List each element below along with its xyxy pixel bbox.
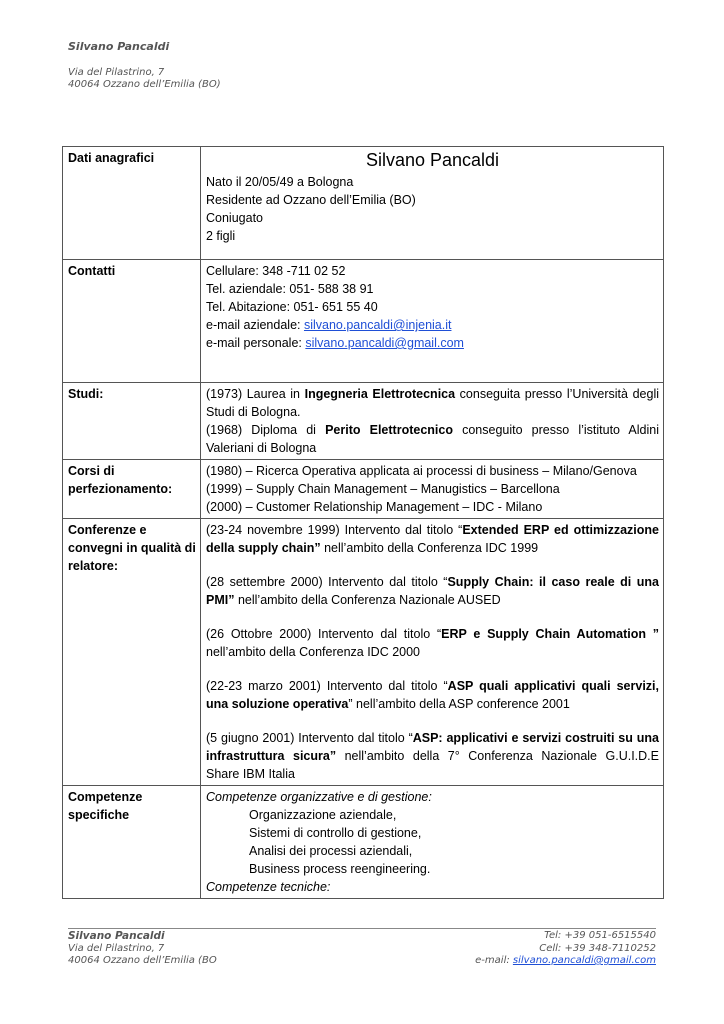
header-address bbox=[68, 67, 221, 91]
footer-left bbox=[68, 930, 217, 968]
conference-post: nell’ambito della Conferenza IDC 1999 bbox=[320, 541, 539, 555]
conference-pre: (5 giugno 2001) Intervento dal titolo “ bbox=[206, 731, 413, 745]
conference-item bbox=[206, 573, 659, 609]
children-line: 2 figli bbox=[206, 229, 236, 243]
value-competenze bbox=[201, 786, 664, 899]
degree-text-a: (1973) Laurea in bbox=[206, 387, 305, 401]
cv-title: Silvano Pancaldi bbox=[365, 150, 500, 170]
row-dati-anagrafici bbox=[63, 147, 664, 260]
diploma-text-a: (1968) Diploma di bbox=[206, 423, 326, 437]
cv-table bbox=[62, 146, 664, 899]
conference-item bbox=[206, 625, 659, 661]
degree-entry bbox=[206, 385, 659, 421]
conference-item bbox=[206, 729, 659, 783]
label-studi: Studi: bbox=[63, 383, 201, 460]
marital-line: Coniugato bbox=[206, 211, 263, 225]
diploma-name: Perito Elettrotecnico bbox=[325, 423, 453, 437]
diploma-entry bbox=[206, 421, 659, 457]
conference-title: ERP e Supply Chain Automation ” bbox=[441, 627, 659, 641]
personal-email-label: e-mail personale: bbox=[206, 336, 306, 350]
value-corsi bbox=[201, 460, 664, 519]
row-contatti bbox=[63, 260, 664, 383]
residence-line: Residente ad Ozzano dell’Emilia (BO) bbox=[206, 193, 416, 207]
work-email-label: e-mail aziendale: bbox=[206, 318, 304, 332]
conference-item bbox=[206, 677, 659, 713]
footer-email-line bbox=[475, 955, 656, 968]
row-studi bbox=[63, 383, 664, 460]
header-address-line2: 40064 Ozzano dell’Emilia (BO) bbox=[68, 79, 221, 90]
label-contatti: Contatti bbox=[63, 260, 201, 383]
label-dati-anagrafici: Dati anagrafici bbox=[63, 147, 201, 260]
page-header bbox=[68, 40, 221, 91]
work-phone-line: Tel. aziendale: 051- 588 38 91 bbox=[206, 282, 374, 296]
label-competenze: Competenze specifiche bbox=[63, 786, 201, 899]
footer-address-line1: Via del Pilastrino, 7 bbox=[68, 942, 165, 954]
row-conferenze bbox=[63, 519, 664, 786]
conference-title: Extended ERP ed ottimizzazione della supply chain” bbox=[206, 523, 659, 555]
conference-title: Supply Chain: il caso reale di una PMI” bbox=[206, 575, 659, 607]
row-competenze bbox=[63, 786, 664, 899]
org-skill-item: Sistemi di controllo di gestione, bbox=[249, 826, 422, 840]
tech-skills-title: Competenze tecniche: bbox=[206, 880, 331, 894]
conference-post: nell’ambito della Conferenza IDC 2000 bbox=[206, 645, 421, 659]
header-address-line1: Via del Pilastrino, 7 bbox=[68, 67, 165, 78]
label-conferenze: Conferenze e convegni in qualità di relatore: bbox=[63, 519, 201, 786]
conference-post: nell’ambito della 7° Conferenza Nazionale G.U.I.D.E Share IBM Italia bbox=[206, 749, 659, 781]
personal-email-line bbox=[206, 334, 659, 352]
footer-mobile: Cell: +39 348-7110252 bbox=[539, 942, 656, 954]
footer-name: Silvano Pancaldi bbox=[68, 930, 165, 942]
conference-title: ASP quali applicativi quali servizi, una soluzione operativa bbox=[206, 679, 659, 711]
footer-address-line2: 40064 Ozzano dell’Emilia (BO bbox=[68, 955, 217, 966]
work-email-line bbox=[206, 316, 659, 334]
org-skill-item: Business process reengineering. bbox=[249, 862, 431, 876]
course-item: (1999) – Supply Chain Management – Manugistics – Barcellona bbox=[206, 482, 560, 496]
value-studi bbox=[201, 383, 664, 460]
footer-right bbox=[475, 930, 656, 968]
degree-name: Ingegneria Elettrotecnica bbox=[304, 387, 456, 401]
org-skill-item: Analisi dei processi aziendali, bbox=[249, 844, 413, 858]
conference-post: nell’ambito della Conferenza Nazionale AUSED bbox=[234, 593, 501, 607]
personal-email-link[interactable]: silvano.pancaldi@gmail.com bbox=[305, 336, 464, 350]
footer-phone: Tel: +39 051-6515540 bbox=[544, 930, 656, 941]
conference-pre: (22-23 marzo 2001) Intervento dal titolo “ bbox=[206, 679, 448, 693]
degree-text-c: conseguita presso l’Università degli Studi di Bologna. bbox=[206, 387, 659, 419]
value-conferenze bbox=[201, 519, 664, 786]
value-contatti bbox=[201, 260, 664, 383]
org-skill-item: Organizzazione aziendale, bbox=[249, 808, 397, 822]
value-dati-anagrafici bbox=[201, 147, 664, 260]
conference-pre: (26 Ottobre 2000) Intervento dal titolo “ bbox=[206, 627, 442, 641]
work-email-link[interactable]: silvano.pancaldi@injenia.it bbox=[303, 318, 452, 332]
course-item: (1980) – Ricerca Operativa applicata ai processi di business – Milano/Genova bbox=[206, 464, 637, 478]
diploma-text-c: conseguito presso l’istituto Aldini Valeriani di Bologna bbox=[206, 423, 660, 455]
course-item: (2000) – Customer Relationship Management – IDC - Milano bbox=[206, 500, 543, 514]
row-corsi bbox=[63, 460, 664, 519]
birth-line: Nato il 20/05/49 a Bologna bbox=[206, 175, 354, 189]
footer-email-label: e-mail: bbox=[475, 955, 513, 966]
conference-post: ” nell’ambito della ASP conference 2001 bbox=[348, 697, 570, 711]
label-corsi: Corsi di perfezionamento: bbox=[63, 460, 201, 519]
conference-pre: (23-24 novembre 1999) Intervento dal titolo “ bbox=[206, 523, 463, 537]
page-footer bbox=[68, 928, 656, 968]
conference-pre: (28 settembre 2000) Intervento dal titolo “ bbox=[206, 575, 448, 589]
mobile-line: Cellulare: 348 -711 02 52 bbox=[206, 264, 346, 278]
footer-email-link[interactable]: silvano.pancaldi@gmail.com bbox=[512, 955, 656, 966]
conference-title: ASP: applicativi e servizi costruiti su una infrastruttura sicura” bbox=[206, 731, 659, 763]
header-name: Silvano Pancaldi bbox=[68, 40, 170, 53]
home-phone-line: Tel. Abitazione: 051- 651 55 40 bbox=[206, 300, 378, 314]
conference-item bbox=[206, 521, 659, 557]
org-skills-title: Competenze organizzative e di gestione: bbox=[206, 790, 432, 804]
